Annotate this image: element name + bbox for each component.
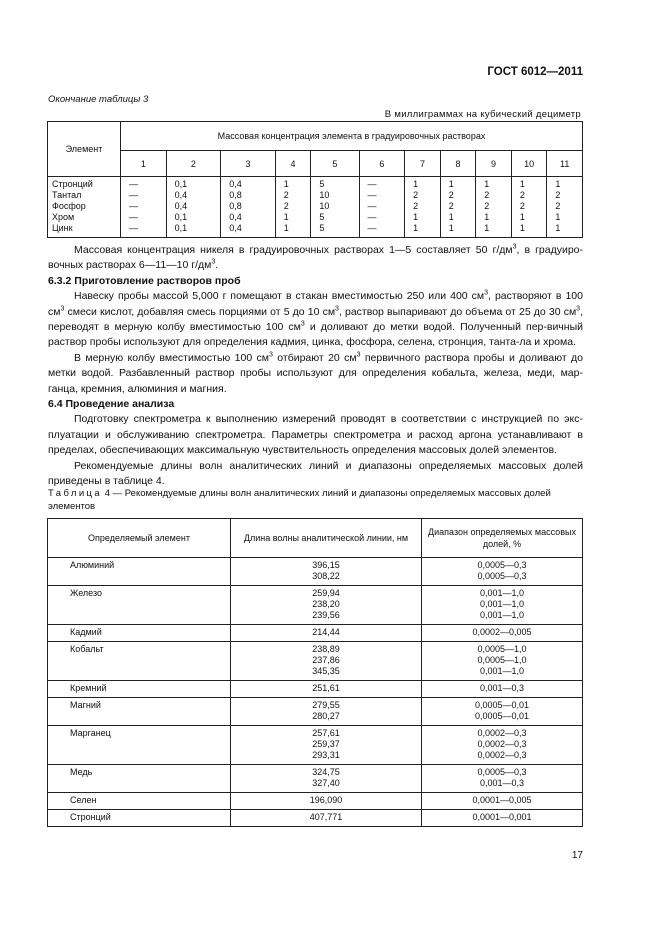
- table4-wavelength: [231, 681, 422, 698]
- table4-element-line: Магний: [70, 700, 101, 710]
- table3-cell: 1: [283, 212, 289, 222]
- table4-wavelength-line: 238,20: [312, 599, 340, 609]
- table4-element: [48, 698, 231, 726]
- table4-range-line: 0,001—1,0: [479, 610, 525, 620]
- table3-column-header: 7: [405, 151, 441, 177]
- table3-cell: —: [367, 212, 377, 222]
- table3-column-header: 8: [440, 151, 476, 177]
- table3-cell: 0,4: [174, 190, 188, 200]
- table3-cell: 2: [283, 201, 289, 211]
- table4-row: [48, 625, 583, 642]
- table4-range-line: 0,0002—0,3: [477, 728, 527, 738]
- table3-cell: 1: [448, 212, 454, 222]
- table4-element: [48, 810, 231, 827]
- table3-cell: 1: [413, 223, 419, 233]
- table4-range: [422, 793, 583, 810]
- table4-range: [422, 765, 583, 793]
- table3-cell: 1: [484, 212, 490, 222]
- table3-cell: —: [129, 223, 138, 233]
- table3-cell: 2: [448, 190, 454, 200]
- table3-cell: 2: [519, 190, 525, 200]
- table3-value-column: [275, 177, 311, 238]
- table3-cell: 2: [484, 201, 490, 211]
- table4-wavelength-line: 251,61: [312, 683, 340, 693]
- table3-value-column: [476, 177, 512, 238]
- heading-6-3-2: 6.3.2 Приготовление растворов проб: [48, 274, 241, 287]
- table4-element: [48, 681, 231, 698]
- table3-cell: 1: [413, 212, 419, 222]
- table4-wavelength-line: 257,61: [312, 728, 340, 738]
- table3-cell: 1: [555, 179, 561, 189]
- nickel-paragraph: Массовая концентрация никеля в градуировочных растворах 1—5 составляет 50 $г/дм^3$, в градуиро-вочных растворах 6—11—10 $г/дм^3$.: [48, 243, 583, 272]
- table4-range: [422, 726, 583, 765]
- table4-row: [48, 698, 583, 726]
- table3-cell: 0,4: [229, 212, 242, 222]
- table4-element: [48, 642, 231, 681]
- table3-continuation-label: Окончание таблицы 3: [48, 94, 149, 105]
- table3-value-column: [166, 177, 221, 238]
- table4-row: [48, 765, 583, 793]
- table3-cell: 2: [555, 201, 561, 211]
- table4-element-line: Кремний: [70, 683, 107, 693]
- table4-header-range: Диапазон определяемых массовых долей, %: [422, 519, 583, 558]
- table3-units: В миллиграммах на кубический дециметр: [384, 109, 581, 120]
- table4-header-wavelength: Длина волны аналитической линии, нм: [231, 519, 422, 558]
- paragraph-table4-ref: Рекомендуемые длины волн аналитических линий и диапазоны определяемых массовых долей приведены в таблице 4.: [48, 459, 583, 488]
- table4-wavelength: [231, 625, 422, 642]
- table4-wavelength-line: 327,40: [312, 778, 340, 788]
- table4-wavelength-line: 196,090: [309, 795, 343, 805]
- table4-wavelength: [231, 558, 422, 586]
- table4-element: [48, 793, 231, 810]
- table4-header-row: [48, 519, 583, 558]
- table4-element: [48, 586, 231, 625]
- table4-wavelength: [231, 726, 422, 765]
- table4-wavelength-line: 238,89: [312, 644, 340, 654]
- table3-value-column: [221, 177, 276, 238]
- table3-value-column: [547, 177, 583, 238]
- table4-wavelength-line: 259,94: [312, 588, 340, 598]
- table4-wavelength: [231, 586, 422, 625]
- table3-column-header: 1: [121, 151, 167, 177]
- table3-cell: 1: [283, 179, 289, 189]
- table3-cell: 5: [319, 223, 325, 233]
- table4-range-line: 0,0005—0,3: [477, 571, 527, 581]
- section-6-3-text: [48, 243, 583, 490]
- table4-range: [422, 810, 583, 827]
- table4-range-line: 0,001—1,0: [479, 588, 525, 598]
- table4-wavelength: [231, 810, 422, 827]
- table3-column-header: 9: [476, 151, 512, 177]
- table4-caption: Таблица 4 — Рекомендуемые длины волн аналитических линий и диапазоны определяемых массовых долей элементов: [48, 488, 551, 512]
- table4-element: [48, 726, 231, 765]
- table3-cell: 2: [283, 190, 289, 200]
- table4-wavelength-line: 407,771: [309, 812, 343, 822]
- table3-element-name: Тантал: [52, 190, 82, 200]
- table3-column-header: 4: [275, 151, 311, 177]
- page-number: 17: [571, 850, 583, 861]
- table3-cell: 0,1: [174, 223, 188, 233]
- table4-element-line: Стронций: [70, 812, 111, 822]
- heading-6-4: 6.4 Проведение анализа: [48, 398, 175, 411]
- table4-wavelength: [231, 698, 422, 726]
- table4-wavelength-line: 279,55: [312, 700, 340, 710]
- table3-cell: 0,1: [174, 179, 188, 189]
- table4-row: [48, 810, 583, 827]
- table3-value-column: [311, 177, 359, 238]
- table4-range-line: 0,0005—0,01: [474, 700, 530, 710]
- table4-row: [48, 681, 583, 698]
- table3-cell: —: [129, 190, 138, 200]
- table4-range: [422, 681, 583, 698]
- table3-column-header: 11: [547, 151, 583, 177]
- table4-range: [422, 558, 583, 586]
- table4-element-line: Алюминий: [70, 560, 115, 570]
- table4-range-line: 0,0005—0,3: [477, 767, 527, 777]
- table3-cell: 0,8: [229, 190, 242, 200]
- table4-range-line: 0,0005—0,01: [474, 711, 530, 721]
- table4-wavelength-line: 308,22: [312, 571, 340, 581]
- table3-cell: —: [129, 179, 138, 189]
- table4-range-line: 0,0005—1,0: [477, 655, 527, 665]
- table4-row: [48, 793, 583, 810]
- table3-cell: 5: [319, 212, 325, 222]
- table4-range: [422, 642, 583, 681]
- table3-column-header: 2: [166, 151, 221, 177]
- table3-element-names: [48, 177, 121, 238]
- paragraph-spectrometer: Подготовку спектрометра к выполнению измерений проводят в соответствии с инструкцией по экс-плуатации и обслуживанию спектрометра. Параметры спектрометра и расход аргона устанавливают в пределах, обеспечивающих максимальную чувствительность определения массовых долей элементов.: [48, 413, 583, 457]
- table4-wavelength-line: 237,86: [312, 655, 340, 665]
- table4-wavelength-line: 280,27: [312, 711, 340, 721]
- table3-cell: —: [129, 201, 138, 211]
- table3-cell: 1: [519, 212, 525, 222]
- table4-element: [48, 765, 231, 793]
- table4-range: [422, 698, 583, 726]
- table4-range-line: 0,0005—1,0: [477, 644, 527, 654]
- table3-value-column: [511, 177, 547, 238]
- table4-range-line: 0,0001—0,005: [472, 795, 532, 805]
- table4-element-line: Кадмий: [70, 627, 102, 637]
- table3-value-column: [405, 177, 441, 238]
- table4-wavelength: [231, 793, 422, 810]
- table4-wavelength-line: 259,37: [312, 739, 340, 749]
- table4-range-line: 0,001—1,0: [479, 599, 525, 609]
- table3-cell: 1: [555, 223, 561, 233]
- table3-element-name: Хром: [52, 212, 75, 222]
- table4-row: [48, 726, 583, 765]
- table4-range: [422, 586, 583, 625]
- table4-range-line: 0,0002—0,005: [472, 627, 532, 637]
- table4-range-line: 0,001—0,3: [479, 683, 525, 693]
- table3-cell: 2: [413, 201, 419, 211]
- table4-wavelength: [231, 642, 422, 681]
- table3-column-header-row: [48, 151, 583, 177]
- table4: [47, 518, 583, 827]
- table4-row: [48, 642, 583, 681]
- table4-row: [48, 558, 583, 586]
- table3-cell: 2: [448, 201, 454, 211]
- table3-cell: —: [367, 223, 377, 233]
- table3-cell: 0,1: [174, 212, 188, 222]
- table4-wavelength-line: 214,44: [312, 627, 340, 637]
- table3-cell: 1: [283, 223, 289, 233]
- table3-cell: 0,8: [229, 201, 242, 211]
- table4-element: [48, 558, 231, 586]
- document-id: ГОСТ 6012—2011: [487, 66, 583, 78]
- table4-wavelength-line: 293,31: [312, 750, 340, 760]
- table4-row: [48, 586, 583, 625]
- table3-cell: 1: [484, 223, 490, 233]
- table4-wavelength-line: 345,35: [312, 666, 340, 676]
- table3-body-row: [48, 177, 583, 238]
- table3-element-name: Фосфор: [52, 201, 86, 211]
- table3-cell: 1: [519, 223, 525, 233]
- table3-cell: —: [367, 179, 377, 189]
- table3-element-name: Цинк: [52, 223, 73, 233]
- table3-cell: 0,4: [229, 179, 242, 189]
- table4-range-line: 0,001—1,0: [479, 666, 525, 676]
- table3-value-column: [440, 177, 476, 238]
- table3-cell: —: [129, 212, 138, 222]
- table3-cell: 1: [519, 179, 525, 189]
- table3-cell: 2: [484, 190, 490, 200]
- table3-cell: 10: [319, 201, 330, 211]
- table3-cell: 1: [484, 179, 490, 189]
- table3-cell: —: [367, 201, 377, 211]
- table3-element-header: Элемент: [48, 122, 121, 177]
- table4-wavelength: [231, 765, 422, 793]
- table3-cell: 1: [448, 223, 454, 233]
- table4-element: [48, 625, 231, 642]
- table3-cell: 1: [413, 179, 419, 189]
- table3-cell: 2: [519, 201, 525, 211]
- table3-cell: 5: [319, 179, 325, 189]
- table4-element-line: Селен: [70, 795, 97, 805]
- table3-cell: 1: [448, 179, 454, 189]
- table3: [47, 121, 583, 238]
- table4-wavelength-line: 239,56: [312, 610, 340, 620]
- table4-wavelength-line: 396,15: [312, 560, 340, 570]
- table4-range-line: 0,0005—0,3: [477, 560, 527, 570]
- table4-element-line: Медь: [70, 767, 93, 777]
- table4-range: [422, 625, 583, 642]
- table3-cell: 1: [555, 212, 561, 222]
- table3-column-header: 3: [221, 151, 276, 177]
- table3-cell: 10: [319, 190, 330, 200]
- table3-cell: —: [367, 190, 377, 200]
- table4-range-line: 0,0001—0,001: [472, 812, 532, 822]
- table4-element-line: Кобальт: [70, 644, 104, 654]
- table4-range-line: 0,001—0,3: [479, 778, 525, 788]
- table4-wavelength-line: 324,75: [312, 767, 340, 777]
- table3-value-column: [359, 177, 405, 238]
- table3-column-header: 6: [359, 151, 405, 177]
- table4-range-line: 0,0002—0,3: [477, 750, 527, 760]
- table3-group-header: Массовая концентрация элемента в градуировочных растворах: [121, 122, 583, 151]
- table3-cell: 0,4: [174, 201, 188, 211]
- table4-element-line: Марганец: [70, 728, 111, 738]
- table3-value-column: [121, 177, 167, 238]
- table4-range-line: 0,0002—0,3: [477, 739, 527, 749]
- table3-cell: 2: [555, 190, 561, 200]
- table4-element-line: Железо: [70, 588, 102, 598]
- table3-column-header: 10: [511, 151, 547, 177]
- paragraph-sample-prep: Навеску пробы массой 5,000 г помещают в стакан вместимостью 250 или 400 $см^3$, растворяют в 100 $см^3$ смеси кислот, добавляя смесь порциями от 5 до 10 $см^3$, раствор выпаривают до объема от 25 до 30 $см^3$, переводят в мерную колбу вместимостью 100 $см^3$ и доливают до метки водой. Полученный пер-вичный раствор пробы используют для определения кадмия, цинка, фосфора, селена, стронция, танта-ла и хрома.: [48, 289, 583, 349]
- paragraph-dilution: В мерную колбу вместимостью 100 $см^3$ отбирают 20 $см^3$ первичного раствора пробы и доливают до метки водой. Разбавленный раствор пробы используют для определения кобальта, железа, меди, мар-ганца, кремния, алюминия и магния.: [48, 351, 583, 395]
- table4-header-element: Определяемый элемент: [48, 519, 231, 558]
- table3-column-header: 5: [311, 151, 359, 177]
- table3-cell: 2: [413, 190, 419, 200]
- table3-element-name: Стронций: [52, 179, 93, 189]
- table3-cell: 0,4: [229, 223, 242, 233]
